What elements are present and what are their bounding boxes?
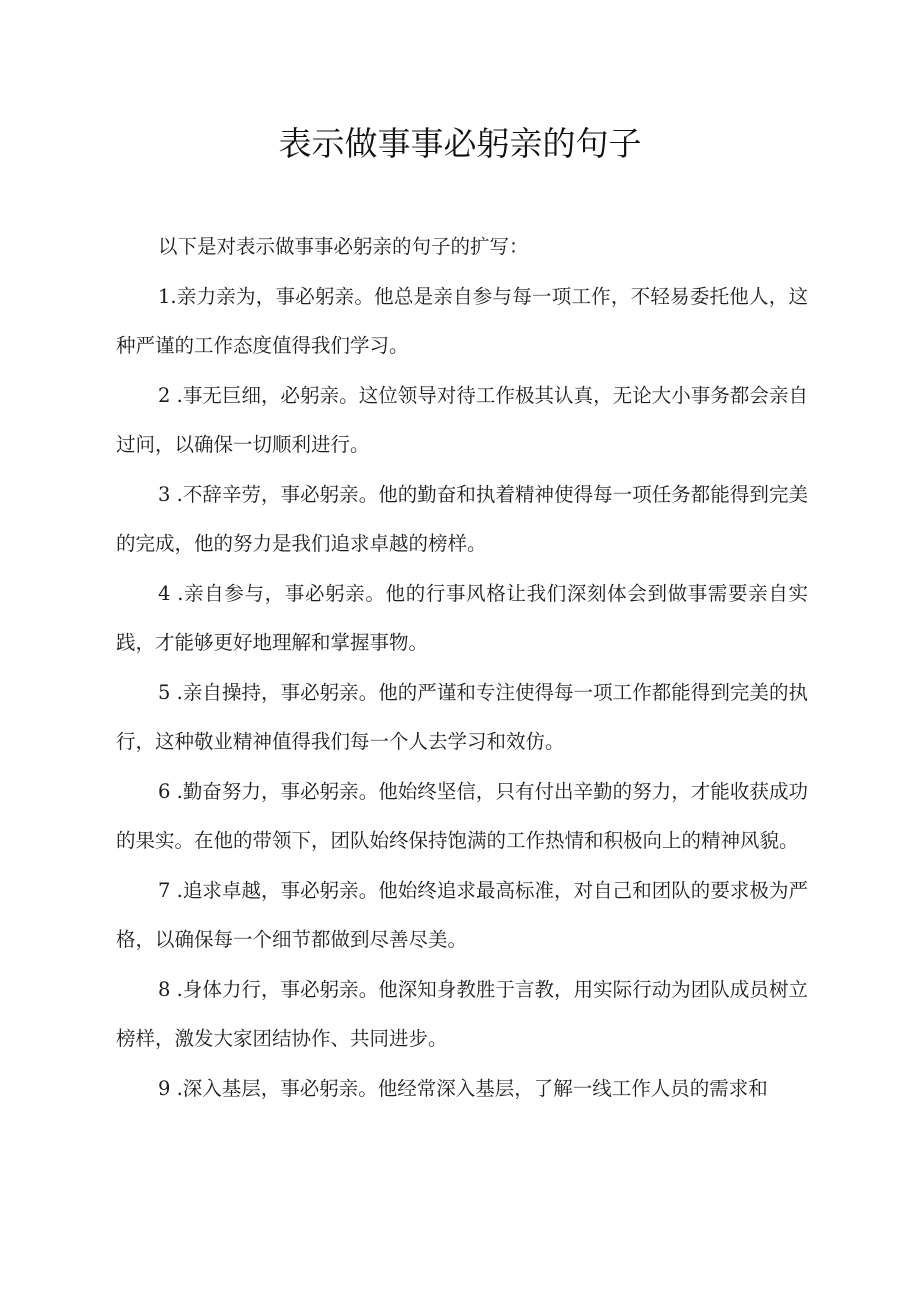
- list-item: 4 .亲自参与，事必躬亲。他的行事风格让我们深刻体会到做事需要亲自实践，才能够更好地理解和掌握事物。: [116, 581, 808, 654]
- document-body: [116, 222, 808, 1113]
- list-item: 2 .事无巨细，必躬亲。这位领导对待工作极其认真，无论大小事务都会亲自过问，以确保一切顺利进行。: [116, 383, 808, 456]
- list-item: 9 .深入基层，事必躬亲。他经常深入基层，了解一线工作人员的需求和: [158, 1076, 768, 1100]
- list-item: 7 .追求卓越，事必躬亲。他始终追求最高标准，对自己和团队的要求极为严格，以确保每一个细节都做到尽善尽美。: [116, 878, 808, 951]
- list-item: 8 .身体力行，事必躬亲。他深知身教胜于言教，用实际行动为团队成员树立榜样，激发大家团结协作、共同进步。: [116, 977, 808, 1050]
- list-item: 5 .亲自操持，事必躬亲。他的严谨和专注使得每一项工作都能得到完美的执行，这种敬业精神值得我们每一个人去学习和效仿。: [116, 680, 808, 753]
- document-title: 表示做事事必躬亲的句子: [278, 124, 642, 163]
- list-item: 1.亲力亲为，事必躬亲。他总是亲自参与每一项工作，不轻易委托他人，这种严谨的工作态度值得我们学习。: [116, 284, 808, 357]
- intro-paragraph: 以下是对表示做事事必躬亲的句子的扩写：: [158, 235, 529, 258]
- list-item: 6 .勤奋努力，事必躬亲。他始终坚信，只有付出辛勤的努力，才能收获成功的果实。在他的带领下，团队始终保持饱满的工作热情和积极向上的精神风貌。: [116, 779, 808, 852]
- list-item: 3 .不辞辛劳，事必躬亲。他的勤奋和执着精神使得每一项任务都能得到完美的完成，他的努力是我们追求卓越的榜样。: [116, 482, 808, 555]
